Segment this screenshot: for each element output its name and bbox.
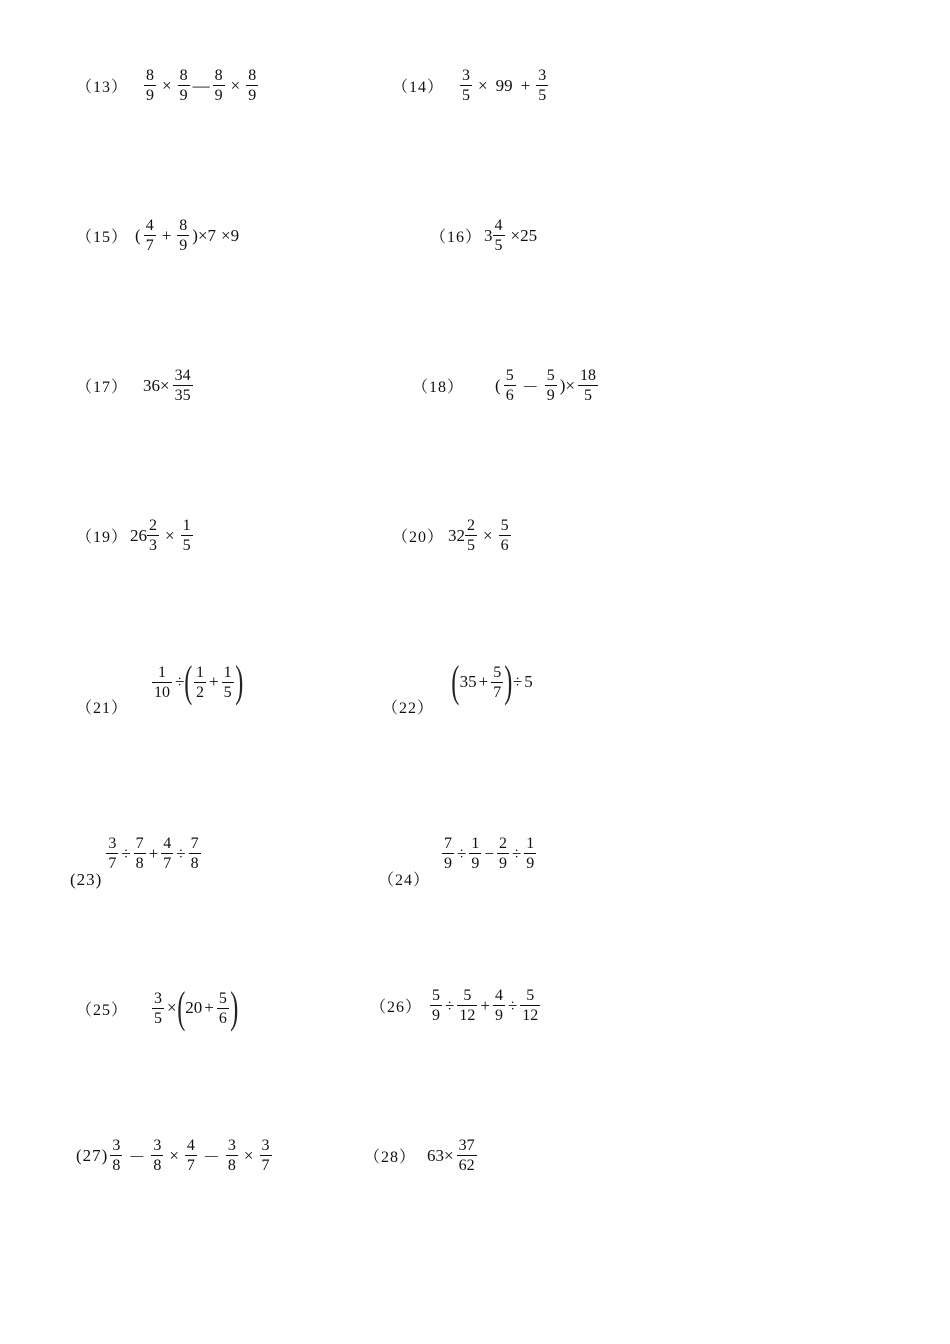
denominator: 8 xyxy=(153,1157,162,1174)
operator: + xyxy=(204,998,214,1017)
expression xyxy=(494,366,600,405)
term: ×25 xyxy=(510,225,538,245)
fraction xyxy=(457,986,477,1025)
problem-number: （18） xyxy=(412,379,465,396)
expression xyxy=(130,516,195,555)
paren-close: ) xyxy=(504,657,513,706)
problem-number: （17） xyxy=(76,379,129,396)
fraction xyxy=(430,986,442,1025)
fraction xyxy=(213,66,225,105)
number: 20 xyxy=(185,998,203,1017)
term: 63× xyxy=(427,1145,454,1165)
paren-close: ) xyxy=(234,657,243,706)
fraction xyxy=(578,366,598,405)
numerator: 4 xyxy=(494,987,503,1004)
problem-number: （25） xyxy=(76,1001,129,1019)
numerator: 1 xyxy=(223,663,232,681)
problem-number: （20） xyxy=(392,529,445,546)
fraction xyxy=(152,989,164,1028)
numerator: 3 xyxy=(538,67,547,84)
number: 35 xyxy=(459,672,477,691)
fraction xyxy=(491,663,503,702)
denominator: 12 xyxy=(459,1007,476,1024)
problem-28 xyxy=(364,1136,479,1175)
denominator: 9 xyxy=(179,237,188,254)
problem-14 xyxy=(392,66,550,105)
denominator: 62 xyxy=(458,1157,475,1174)
operator: － xyxy=(128,1148,146,1167)
denominator: 2 xyxy=(196,683,205,701)
numerator: 4 xyxy=(163,835,172,852)
operator: － xyxy=(202,1148,220,1167)
operator: + xyxy=(209,672,219,691)
fraction xyxy=(260,1136,272,1175)
denominator: 5 xyxy=(182,537,191,554)
fraction xyxy=(181,516,193,555)
fraction xyxy=(222,663,234,702)
denominator: 9 xyxy=(546,387,555,404)
paren-open: ( xyxy=(451,657,460,706)
denominator: 7 xyxy=(145,237,154,254)
problem-15 xyxy=(76,216,243,255)
operator: − xyxy=(484,843,494,863)
denominator: 9 xyxy=(179,87,188,104)
numerator: 4 xyxy=(145,217,154,234)
numerator: 3 xyxy=(112,1137,121,1154)
operator: ÷ xyxy=(445,995,455,1015)
fraction xyxy=(493,216,505,255)
denominator: 5 xyxy=(223,683,232,701)
problem-number: （24） xyxy=(378,872,431,889)
denominator: 10 xyxy=(154,683,171,701)
whole-number: 32 xyxy=(448,525,466,545)
denominator: 7 xyxy=(493,683,502,701)
paren-open: ( xyxy=(135,225,141,245)
denominator: 5 xyxy=(538,87,547,104)
problem-number: （15） xyxy=(76,229,129,246)
operator: × xyxy=(162,75,172,95)
denominator: 5 xyxy=(154,1009,163,1027)
operator: ÷ xyxy=(175,672,185,691)
denominator: 8 xyxy=(112,1157,121,1174)
fraction xyxy=(189,834,201,873)
operator: － xyxy=(521,378,539,397)
problem-26 xyxy=(370,986,542,1025)
denominator: 6 xyxy=(500,537,509,554)
fraction xyxy=(217,989,229,1028)
operator: × xyxy=(478,75,488,95)
paren-open: ( xyxy=(184,657,193,706)
operator: + xyxy=(478,672,489,691)
operator: ÷ xyxy=(121,843,131,863)
numerator: 5 xyxy=(493,663,502,681)
expression xyxy=(108,1136,273,1175)
denominator: 5 xyxy=(462,87,471,104)
numerator: 1 xyxy=(196,663,205,681)
term: )× xyxy=(559,375,575,395)
operator: + xyxy=(520,75,531,95)
paren-open: ( xyxy=(176,983,185,1032)
numerator: 3 xyxy=(462,67,471,84)
paren-open: ( xyxy=(495,375,501,395)
fraction xyxy=(161,834,173,873)
whole-number: 26 xyxy=(130,525,148,545)
operator: ÷ xyxy=(507,995,518,1015)
numerator: 18 xyxy=(579,367,596,384)
problem-18 xyxy=(412,366,600,405)
expression xyxy=(448,516,513,555)
problem-number: （14） xyxy=(392,79,445,96)
problem-number: （28） xyxy=(364,1149,417,1166)
numerator: 5 xyxy=(505,367,514,384)
fraction xyxy=(545,366,557,405)
numerator: 3 xyxy=(108,835,117,852)
expression xyxy=(150,657,243,706)
problem-number: (27) xyxy=(76,1145,109,1165)
expression xyxy=(134,216,243,255)
denominator: 9 xyxy=(432,1007,441,1024)
operator: + xyxy=(480,995,490,1015)
denominator: 6 xyxy=(505,387,514,404)
numerator: 8 xyxy=(146,67,155,84)
fraction xyxy=(178,66,190,105)
problem-number: （26） xyxy=(370,999,423,1016)
problem-22 xyxy=(382,657,534,717)
fraction xyxy=(110,1136,122,1175)
numerator: 4 xyxy=(186,1137,195,1154)
numerator: 4 xyxy=(494,217,503,234)
numerator: 3 xyxy=(154,989,163,1007)
denominator: 9 xyxy=(526,855,535,872)
denominator: 8 xyxy=(190,855,199,872)
denominator: 3 xyxy=(149,537,158,554)
denominator: 7 xyxy=(108,855,117,872)
operator: × xyxy=(167,998,177,1017)
numerator: 8 xyxy=(179,67,188,84)
problem-24 xyxy=(378,834,538,888)
operator: × xyxy=(243,1145,254,1165)
denominator: 9 xyxy=(444,855,453,872)
expression xyxy=(150,983,239,1032)
denominator: 5 xyxy=(467,537,476,554)
operator: + xyxy=(148,843,159,863)
numerator: 5 xyxy=(500,517,509,534)
operator: ÷ xyxy=(511,843,522,863)
fraction xyxy=(151,1136,163,1175)
fraction xyxy=(144,216,156,255)
denominator: 5 xyxy=(583,387,592,404)
operator: ÷ xyxy=(457,843,467,863)
fraction xyxy=(465,516,477,555)
term: 36× xyxy=(143,375,170,395)
numerator: 7 xyxy=(444,835,453,852)
fraction xyxy=(246,66,258,105)
denominator: 9 xyxy=(471,855,480,872)
denominator: 8 xyxy=(135,855,144,872)
expression xyxy=(104,834,202,873)
problem-27 xyxy=(76,1136,274,1175)
problem-23 xyxy=(70,834,203,888)
problem-number: （22） xyxy=(382,700,435,717)
expression xyxy=(440,834,538,873)
problem-number: （19） xyxy=(76,529,129,546)
fraction xyxy=(457,1136,477,1175)
denominator: 5 xyxy=(494,237,503,254)
problem-number: （16） xyxy=(430,229,483,246)
numerator: 5 xyxy=(432,987,441,1004)
fraction xyxy=(469,834,481,873)
operator: + xyxy=(161,225,172,245)
numerator: 1 xyxy=(182,517,191,534)
operator: × xyxy=(165,525,175,545)
fraction xyxy=(194,663,206,702)
operator: ÷ xyxy=(176,843,186,863)
denominator: 35 xyxy=(174,387,191,404)
number: 99 xyxy=(495,75,513,95)
numerator: 8 xyxy=(179,217,188,234)
numerator: 5 xyxy=(546,367,555,384)
numerator: 7 xyxy=(135,835,144,852)
problem-25 xyxy=(76,983,239,1032)
numerator: 7 xyxy=(190,835,199,852)
expression xyxy=(484,216,541,255)
problem-number: (23) xyxy=(70,870,103,889)
numerator: 3 xyxy=(227,1137,236,1154)
fraction xyxy=(226,1136,238,1175)
denominator: 9 xyxy=(214,87,223,104)
problem-number: （21） xyxy=(76,700,129,717)
fraction xyxy=(493,986,505,1025)
operator: — xyxy=(192,75,210,95)
expression xyxy=(458,66,550,105)
numerator: 5 xyxy=(218,989,227,1007)
problem-21 xyxy=(76,657,243,717)
denominator: 7 xyxy=(186,1157,195,1174)
expression xyxy=(426,1136,479,1175)
numerator: 3 xyxy=(153,1137,162,1154)
numerator: 2 xyxy=(498,835,507,852)
expression xyxy=(142,66,260,105)
problem-20 xyxy=(392,516,513,555)
fraction xyxy=(497,834,509,873)
fraction xyxy=(177,216,189,255)
fraction xyxy=(147,516,159,555)
denominator: 8 xyxy=(227,1157,236,1174)
fraction xyxy=(152,663,172,702)
fraction xyxy=(134,834,146,873)
expression xyxy=(428,986,542,1025)
denominator: 9 xyxy=(498,855,507,872)
fraction xyxy=(536,66,548,105)
problem-number: （13） xyxy=(76,79,129,96)
whole-number: 3 xyxy=(484,225,493,245)
operator: ÷ xyxy=(512,672,523,691)
fraction xyxy=(460,66,472,105)
numerator: 8 xyxy=(248,67,257,84)
numerator: 5 xyxy=(526,987,535,1004)
expression xyxy=(142,366,195,405)
fraction xyxy=(504,366,516,405)
operator: × xyxy=(483,525,493,545)
expression xyxy=(451,657,534,706)
denominator: 7 xyxy=(163,855,172,872)
numerator: 3 xyxy=(261,1137,270,1154)
numerator: 1 xyxy=(471,835,480,852)
denominator: 9 xyxy=(494,1007,503,1024)
numerator: 2 xyxy=(467,517,476,534)
numerator: 34 xyxy=(174,367,191,384)
numerator: 8 xyxy=(214,67,223,84)
term: )×7 xyxy=(192,225,217,245)
problem-17 xyxy=(76,366,195,405)
fraction xyxy=(173,366,193,405)
numerator: 1 xyxy=(526,835,535,852)
fraction xyxy=(442,834,454,873)
fraction xyxy=(520,986,540,1025)
paren-close: ) xyxy=(230,983,239,1032)
problem-16 xyxy=(430,216,541,255)
denominator: 7 xyxy=(261,1157,270,1174)
numerator: 1 xyxy=(158,663,167,681)
denominator: 9 xyxy=(248,87,257,104)
problem-13 xyxy=(76,66,260,105)
fraction xyxy=(499,516,511,555)
numerator: 37 xyxy=(458,1137,475,1154)
denominator: 6 xyxy=(218,1009,227,1027)
numerator: 5 xyxy=(463,987,472,1004)
problem-19 xyxy=(76,516,195,555)
fraction xyxy=(524,834,536,873)
term: ×9 xyxy=(221,225,240,245)
denominator: 12 xyxy=(522,1007,539,1024)
operator: × xyxy=(230,75,241,95)
operator: × xyxy=(169,1145,179,1165)
fraction xyxy=(185,1136,197,1175)
denominator: 9 xyxy=(146,87,155,104)
number: 5 xyxy=(524,672,533,691)
fraction xyxy=(106,834,118,873)
fraction xyxy=(144,66,156,105)
numerator: 2 xyxy=(149,517,158,534)
